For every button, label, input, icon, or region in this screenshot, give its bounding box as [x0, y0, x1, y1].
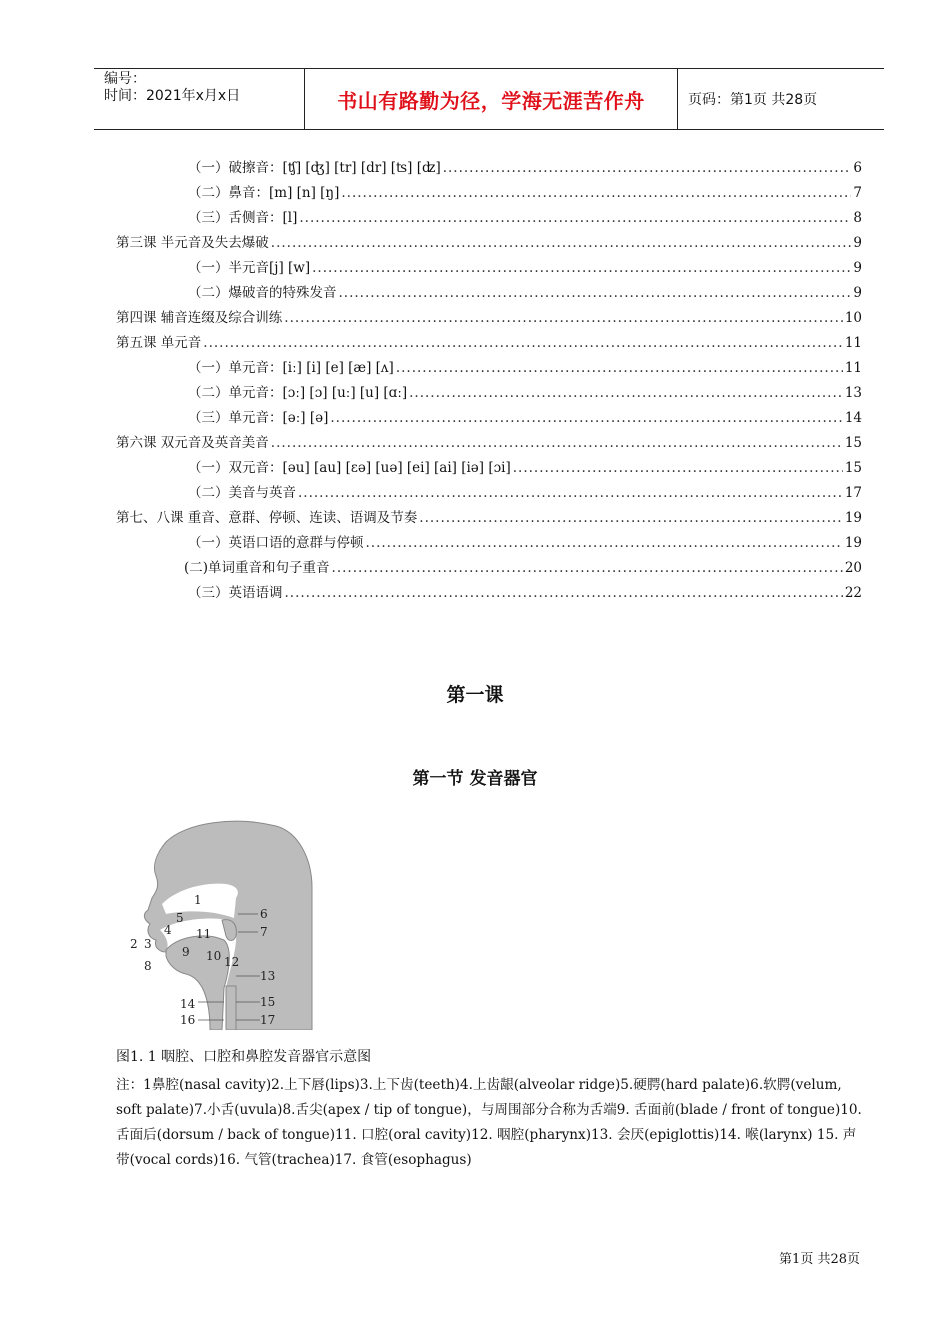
- toc-entry-title: （二）鼻音：[m] [n] [ŋ]: [188, 185, 340, 201]
- toc-entry-page: 20: [844, 560, 862, 576]
- toc-entry-title: 第七、八课 重音、意群、停顿、连读、语调及节奏: [116, 510, 418, 526]
- toc-entry[interactable]: [116, 431, 862, 456]
- toc-entry-page: 14: [844, 410, 862, 426]
- toc-entry-title: 第六课 双元音及英音美音: [116, 435, 269, 451]
- toc-leader-dots: [285, 585, 843, 601]
- toc-entry[interactable]: [116, 256, 862, 281]
- label-6: 6: [260, 907, 268, 921]
- toc-entry-page: 9: [853, 285, 862, 301]
- toc-leader-dots: [312, 260, 851, 276]
- toc-leader-dots: [443, 160, 852, 176]
- toc-entry-page: 15: [844, 435, 862, 451]
- toc-entry[interactable]: [116, 506, 862, 531]
- header-page-number: 页码：第1页 共28页: [688, 92, 818, 108]
- toc-leader-dots: [341, 185, 851, 201]
- figure-caption: 图1. 1 咽腔、口腔和鼻腔发音器官示意图: [116, 1049, 372, 1065]
- toc-entry-page: 19: [844, 510, 862, 526]
- label-9: 9: [182, 945, 190, 959]
- toc-entry-title: （三）英语语调: [188, 585, 283, 601]
- toc-entry-title: （一）英语口语的意群与停顿: [188, 535, 364, 551]
- toc-leader-dots: [419, 510, 843, 526]
- toc-entry[interactable]: [116, 231, 862, 256]
- toc-entry[interactable]: [116, 481, 862, 506]
- label-3: 3: [144, 937, 152, 951]
- toc-entry[interactable]: [116, 306, 862, 331]
- toc-entry-title: 第五课 单元音: [116, 335, 202, 351]
- toc-leader-dots: [203, 335, 843, 351]
- toc-entry[interactable]: [116, 406, 862, 431]
- toc-leader-dots: [271, 235, 852, 251]
- toc-entry-page: 10: [844, 310, 862, 326]
- toc-entry[interactable]: [116, 206, 862, 231]
- toc-entry-title: （一）半元音[j] [w]: [188, 260, 311, 276]
- label-5: 5: [176, 911, 184, 925]
- label-10: 10: [206, 949, 222, 963]
- page-header: [94, 68, 884, 130]
- toc-entry-page: 22: [844, 585, 862, 601]
- toc-leader-dots: [299, 210, 851, 226]
- toc-entry-title: 第三课 半元音及失去爆破: [116, 235, 269, 251]
- label-13: 13: [260, 969, 276, 983]
- toc-entry[interactable]: [116, 356, 862, 381]
- toc-entry-page: 8: [853, 210, 862, 226]
- toc-entry[interactable]: [116, 381, 862, 406]
- toc-entry[interactable]: [116, 531, 862, 556]
- toc-leader-dots: [409, 385, 843, 401]
- table-of-contents: [116, 156, 862, 606]
- toc-entry[interactable]: [116, 456, 862, 481]
- label-7: 7: [260, 925, 268, 939]
- section-title: 第一节 发音器官: [412, 769, 538, 789]
- toc-entry-page: 11: [844, 335, 862, 351]
- label-17: 17: [260, 1013, 276, 1027]
- page-footer: 第1页 共28页: [779, 1252, 860, 1267]
- toc-entry-title: 第四课 辅音连缀及综合训练: [116, 310, 283, 326]
- toc-leader-dots: [396, 360, 843, 376]
- toc-leader-dots: [284, 310, 843, 326]
- toc-entry[interactable]: [116, 156, 862, 181]
- label-15: 15: [260, 995, 276, 1009]
- toc-leader-dots: [271, 435, 843, 451]
- toc-entry-page: 19: [844, 535, 862, 551]
- toc-entry-page: 11: [844, 360, 862, 376]
- toc-entry-page: 7: [853, 185, 862, 201]
- toc-leader-dots: [330, 410, 842, 426]
- toc-entry-title: （三）舌侧音：[l]: [188, 210, 298, 226]
- toc-entry-page: 6: [853, 160, 862, 176]
- label-8: 8: [144, 959, 152, 973]
- label-4: 4: [164, 923, 172, 937]
- toc-entry-title: （一）双元音：[əu] [au] [ɛə] [uə] [ei] [ai] [iə] [ɔi]: [188, 460, 511, 476]
- toc-entry-page: 9: [853, 235, 862, 251]
- toc-entry[interactable]: [116, 281, 862, 306]
- lesson-title: 第一课: [446, 684, 504, 706]
- header-motto: 书山有路勤为径，学海无涯苦作舟: [304, 69, 678, 129]
- label-1: 1: [194, 893, 202, 907]
- toc-entry-title: （一）单元音：[iː] [i] [e] [æ] [ʌ]: [188, 360, 394, 376]
- label-16: 16: [180, 1013, 196, 1027]
- toc-entry-page: 13: [844, 385, 862, 401]
- figure-note: 注：1鼻腔(nasal cavity)2.上下唇(lips)3.上下齿(teeth)4.上齿龈(alveolar ridge)5.硬腭(hard palate)6.软腭(velum, soft palate)7.小舌(uvula)8.舌尖(apex / tip of tongue)，与周围部分合称为舌端9. 舌面前(blade / front of tongue)10. 舌面后(dorsum / back of tongue)11. 口腔(oral cavity)12. 咽腔(pharynx)13. 会厌(epiglottis)14. 喉(larynx) 15. 声带(vocal cords)16. 气管(trachea)17. 食管(esophagus): [116, 1077, 862, 1168]
- toc-entry-title: （二）爆破音的特殊发音: [188, 285, 337, 301]
- label-2: 2: [130, 937, 138, 951]
- label-12: 12: [224, 955, 240, 969]
- toc-entry-title: （一）破擦音：[ʧ] [ʤ] [tr] [dr] [ʦ] [ʣ]: [188, 160, 441, 176]
- trachea: [226, 986, 236, 1030]
- toc-leader-dots: [298, 485, 843, 501]
- toc-entry[interactable]: [116, 581, 862, 606]
- label-14: 14: [180, 997, 196, 1011]
- toc-leader-dots: [513, 460, 843, 476]
- toc-entry[interactable]: [116, 181, 862, 206]
- toc-entry-page: 17: [844, 485, 862, 501]
- toc-entry-page: 9: [853, 260, 862, 276]
- toc-leader-dots: [366, 535, 843, 551]
- header-serial: 编号：: [104, 71, 146, 87]
- toc-entry-page: 15: [844, 460, 862, 476]
- toc-entry[interactable]: [116, 331, 862, 356]
- toc-entry-title: （二）美音与英音: [188, 485, 296, 501]
- header-date: 时间：2021年x月x日: [104, 88, 241, 104]
- vocal-organs-diagram: [126, 818, 326, 1030]
- toc-entry[interactable]: [116, 556, 862, 581]
- toc-entry-title: (二)单词重音和句子重音: [184, 560, 330, 576]
- label-11: 11: [196, 927, 212, 941]
- header-info: [94, 69, 304, 129]
- toc-entry-title: （二）单元音：[ɔː] [ɔ] [uː] [u] [ɑː]: [188, 385, 408, 401]
- toc-leader-dots: [332, 560, 843, 576]
- toc-leader-dots: [339, 285, 852, 301]
- toc-entry-title: （三）单元音：[əː] [ə]: [188, 410, 329, 426]
